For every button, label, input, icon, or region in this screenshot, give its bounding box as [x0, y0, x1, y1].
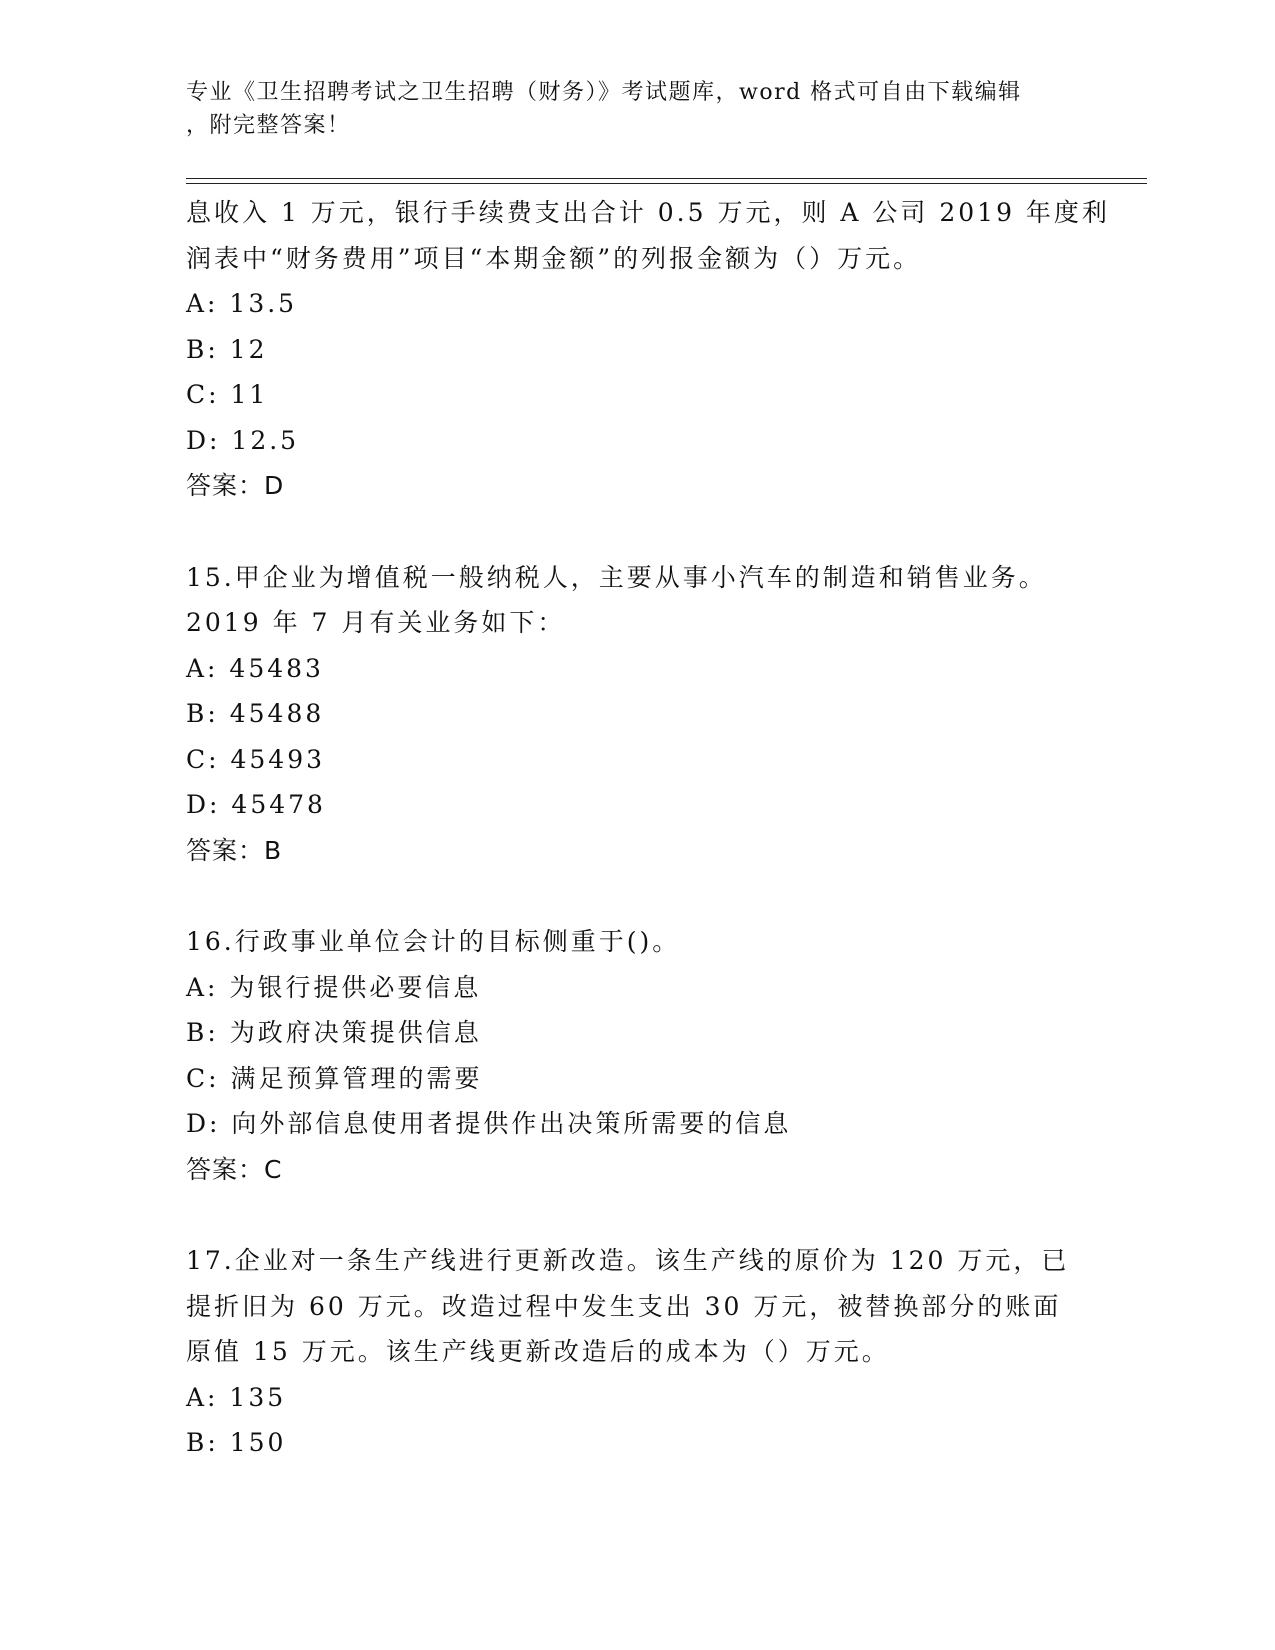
- option-b: B: 150: [186, 1428, 287, 1457]
- answer-line: 答案：B: [186, 835, 283, 865]
- question-stem-line: 息收入 1 万元，银行手续费支出合计 0.5 万元，则 A 公司 2019 年度利: [186, 198, 1110, 227]
- option-d: D: 12.5: [186, 425, 300, 455]
- question-stem-line: 15.甲企业为增值税一般纳税人，主要从事小汽车的制造和销售业务。: [186, 562, 1047, 592]
- header-line-1: 专业《卫生招聘考试之卫生招聘（财务）》考试题库，word 格式可自由下载编辑: [186, 80, 1022, 105]
- question-stem-line: 16.行政事业单位会计的目标侧重于()。: [186, 927, 681, 956]
- question-stem-line: 提折旧为 60 万元。改造过程中发生支出 30 万元，被替换部分的账面: [186, 1291, 1062, 1321]
- answer-line: 答案：D: [186, 471, 285, 500]
- option-c: C: 11: [186, 380, 269, 409]
- option-a: A: 135: [186, 1382, 287, 1412]
- option-b: B: 45488: [186, 699, 325, 728]
- header-line-2: ，附完整答案！: [186, 113, 351, 138]
- option-d: D: 45478: [186, 790, 326, 819]
- header-divider-top: [186, 178, 1147, 179]
- question-block: [186, 919, 1086, 1192]
- question-list: [186, 190, 1110, 1466]
- option-c: C: 45493: [186, 744, 326, 774]
- page-header: [186, 76, 1066, 142]
- header-divider-bottom: [186, 183, 1147, 184]
- option-a: A: 45483: [186, 653, 324, 683]
- question-spacer: [186, 509, 1086, 555]
- question-block: [186, 190, 1110, 509]
- question-block: [186, 1238, 1086, 1466]
- option-d: D: 向外部信息使用者提供作出决策所需要的信息: [186, 1109, 792, 1138]
- question-stem-line: 原值 15 万元。该生产线更新改造后的成本为（）万元。: [186, 1337, 890, 1366]
- option-a: A: 为银行提供必要信息: [186, 972, 482, 1002]
- option-b: B: 12: [186, 334, 268, 364]
- question-stem-line: 润表中“财务费用”项目“本期金额”的列报金额为（）万元。: [186, 243, 922, 273]
- option-c: C: 满足预算管理的需要: [186, 1063, 483, 1093]
- answer-line: 答案：C: [186, 1154, 283, 1184]
- question-stem-line: 2019 年 7 月有关业务如下：: [186, 608, 566, 637]
- question-spacer: [186, 873, 1086, 919]
- question-block: [186, 555, 1086, 874]
- option-a: A: 13.5: [186, 289, 298, 318]
- question-stem-line: 17.企业对一条生产线进行更新改造。该生产线的原价为 120 万元，已: [186, 1246, 1070, 1275]
- question-spacer: [186, 1192, 1086, 1238]
- option-b: B: 为政府决策提供信息: [186, 1018, 482, 1047]
